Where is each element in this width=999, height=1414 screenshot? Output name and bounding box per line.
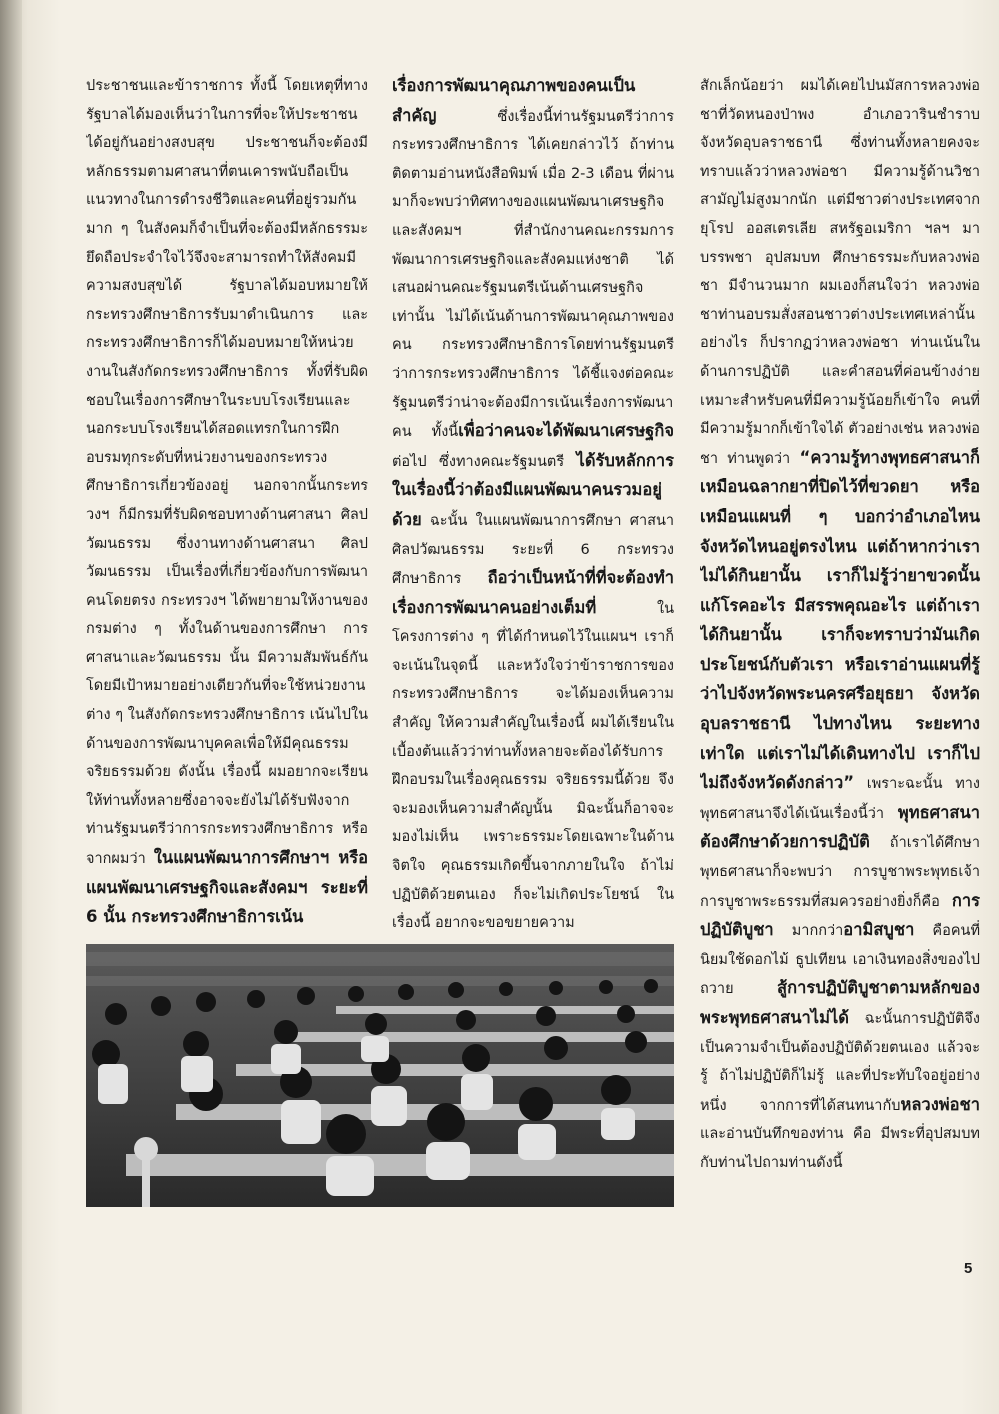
col3-seg-11: หลวงพ่อชา [900, 1094, 980, 1114]
col1-seg-0: ประชาชนและข้าราชการ ทั้งนี้ โดยเหตุที่ทางรัฐบาลได้มองเห็นว่าในการที่จะให้ประชาชนได้อยู่กันอย่างสงบสุข ประชาชนก็จะต้องมีหลักธรรมตามศาสนาที่ตนเคารพนับถือเป็นแนวทางในการดำรงชีวิตและคนที่อยู่รวมกันมาก ๆ ในสังคมก็จำเป็นที่จะต้องมีหลักธรรมะยึดถือประจำใจไว้จึงจะสามารถทำให้สังคมมีความสงบสุขได้ รัฐบาลได้มอบหมายให้กระทรวงศึกษาธิการรับมาดำเนินการ และกระทรวงศึกษาธิการก็ได้มอบหมายให้หน่วยงานในสังกัดกระทรวงศึกษาธิการ ทั้งที่รับผิดชอบในเรื่องการศึกษาในระบบโรงเรียนและนอกระบบโรงเรียนได้สอดแทรกในการฝึกอบรมทุกระดับที่หน่วยงานของกระทรวงศึกษาธิการเกี่ยวข้องอยู่ นอกจากนั้นกระทรวงฯ ก็มีกรมที่รับผิดชอบทางด้านศาสนา ศิลปวัฒนธรรม ซึ่งงานทางด้านศาสนา ศิลป วัฒนธรรม เป็นเรื่องที่เกี่ยวข้องกับการพัฒนาคนโดยตรง กระทรวงฯ ได้พยายามให้งานของกรมต่าง ๆ ทั้งในด้านของการศึกษา การศาสนาและวัฒนธรรม นั้น มีความสัมพันธ์กันโดยมีเป้าหมายอย่างเดียวกันที่จะใช้หน่วยงานต่าง ๆ ในสังกัดกระทรวงศึกษาธิการ เน้นไปในด้านของการพัฒนาบุคคลเพื่อให้มีคุณธรรม จริยธรรมด้วย ดังนั้น เรื่องนี้ ผมอยากจะเรียนให้ท่านทั้งหลายซึ่งอาจจะยังไม่ได้รับฟังจากท่านรัฐมนตรีว่าการกระทรวงศึกษาธิการ หรือจากผมว่า [86, 78, 368, 868]
binding-edge [0, 0, 22, 1414]
col3-seg-3: พุทธศาสนาต้องศึกษาด้วยการปฏิบัติ [700, 802, 980, 852]
text-column-2 [392, 72, 674, 942]
col3-seg-2: เพราะฉะนั้น ทางพุทธศาสนาจึงได้เน้นเรื่องนี้ว่า [700, 776, 980, 822]
column-1-paragraph [86, 72, 368, 933]
col2-seg-5: ฉะนั้น ในแผนพัฒนาการศึกษา ศาสนา ศิลปวัฒนธรรม ระยะที่ 6 กระทรวงศึกษาธิการ [392, 512, 674, 588]
col3-seg-4: ถ้าเราได้ศึกษาพุทธศาสนาก็จะพบว่า การบูชาพระพุทธเจ้า การบูชาพระธรรมที่สมควรอย่างยิ่งก็คือ [700, 835, 980, 910]
col3-seg-9: สู้การปฏิบัติบูชาตามหลักของพระพุทธศาสนาไม่ได้ [700, 978, 980, 1027]
training-session-photo [86, 944, 674, 1207]
column-3-paragraph [700, 72, 980, 1178]
col2-seg-1: ซึ่งเรื่องนี้ท่านรัฐมนตรีว่าการกระทรวงศึกษาธิการ ได้เคยกล่าวไว้ ถ้าท่านติดตามอ่านหนังสือพิมพ์ เมื่อ 2-3 เดือน ที่ผ่านมาก็จะพบว่าทิศทางของแผนพัฒนาเศรษฐกิจและสังคมฯ ที่สำนักงานคณะกรรมการพัฒนาการเศรษฐกิจและสังคมแห่งชาติ ได้เสนอผ่านคณะรัฐมนตรีเน้นด้านเศรษฐกิจเท่านั้น ไม่ได้เน้นด้านการพัฒนาคุณภาพของคน กระทรวงศึกษาธิการโดยท่านรัฐมนตรีว่าการกระทรวงศึกษาธิการ ได้ชี้แจงต่อคณะรัฐมนตรีว่าน่าจะต้องมีการเน้นเรื่องการพัฒนาคน ทั้งนี้ [392, 108, 674, 441]
col3-seg-6: มากกว่า [773, 923, 844, 940]
col2-seg-4: ได้รับหลักการในเรื่องนี้ว่าต้องมีแผนพัฒนาคนรวมอยู่ด้วย [392, 450, 674, 529]
col2-seg-6: ถือว่าเป็นหน้าที่ที่จะต้องทำเรื่องการพัฒนาคนอย่างเต็มที่ [392, 568, 674, 617]
col3-seg-0: สักเล็กน้อยว่า ผมได้เคยไปนมัสการหลวงพ่อชาที่วัดหนองป่าพง อำเภอวารินชำราบ จังหวัดอุบลราชธานี ซึ่งท่านทั้งหลายคงจะทราบแล้วว่าหลวงพ่อชา มีความรู้ด้านวิชาสามัญไม่สูงมากนัก แต่มีชาวต่างประเทศจากยุโรป ออสเตรเลีย สหรัฐอเมริกา ฯลฯ มาบรรพชา อุปสมบท ศึกษาธรรมะกับหลวงพ่อชา มีจำนวนมาก ผมเองก็สนใจว่า หลวงพ่อชาท่านอบรมสั่งสอนชาวต่างประเทศเหล่านั้นอย่างไร ก็ปรากฏว่าหลวงพ่อชา ท่านเน้นในด้านการปฏิบัติ และคำสอนที่ค่อนข้างง่ายเหมาะสำหรับคนที่มีความรู้น้อยก็เข้าใจ คนที่มีความรู้มากก็เข้าใจได้ ตัวอย่างเช่น หลวงพ่อชา ท่านพูดว่า [700, 78, 980, 467]
col3-seg-8: คือคนที่นิยมใช้ดอกไม้ ธูปเทียน เอาเงินทองสิ่งของไปถวาย [700, 923, 980, 998]
col3-seg-1: “ความรู้ทางพุทธศาสนาก็เหมือนฉลากยาที่ปิดไว้ที่ขวดยา หรือเหมือนแผนที่ ๆ บอกว่าอำเภอไหน จังหวัดไหนอยู่ตรงไหน แต่ถ้าหากว่าเราไม่ได้กินยานั้น เราก็ไม่รู้ว่ายาขวดนั้นแก้โรคอะไร มีสรรพคุณอะไร แต่ถ้าเราได้กินยานั้น เราก็จะทราบว่ามันเกิดประโยชน์กับตัวเรา หรือเราอ่านแผนที่รู้ว่าไปจังหวัดพระนครศรีอยุธยา จังหวัดอุบลราชธานี ไปทางไหน ระยะทางเท่าใด แต่เราไม่ได้เดินทางไป เราก็ไปไม่ถึงจังหวัดดังกล่าว” [700, 447, 980, 793]
column-2-paragraph [392, 72, 674, 938]
text-column-1 [86, 72, 368, 942]
page-number: 5 [964, 1260, 973, 1277]
col2-seg-3: ต่อไป ซึ่งทางคณะรัฐมนตรี [392, 453, 577, 470]
col3-seg-10: ฉะนั้นการปฏิบัติจึงเป็นความจำเป็นต้องปฏิบัติด้วยตนเอง แล้วจะรู้ ถ้าไม่ปฏิบัติก็ไม่รู้ และที่ประทับใจอยู่อย่างหนึ่ง จากการที่ได้สนทนากับ [700, 1011, 980, 1114]
col2-seg-0: เรื่องการพัฒนาคุณภาพของคนเป็นสำคัญ [392, 76, 636, 125]
col3-seg-12: และอ่านบันทึกของท่าน คือ มีพระที่อุปสมบทกับท่านไปถามท่านดังนี้ [700, 1126, 980, 1171]
classroom-scene [86, 944, 674, 1207]
text-column-3 [700, 72, 980, 1222]
col3-seg-5: การปฏิบัติบูชา [700, 890, 980, 940]
col1-seg-1: ในแผนพัฒนาการศึกษาฯ หรือแผนพัฒนาเศรษฐกิจและสังคมฯ ระยะที่ 6 นั้น กระทรวงศึกษาธิการเน้น [86, 848, 368, 927]
col2-seg-7: ในโครงการต่าง ๆ ที่ได้กำหนดไว้ในแผนฯ เราก็จะเน้นในจุดนี้ และหวังใจว่าข้าราชการของกระทรวงศึกษาธิการ จะได้มองเห็นความสำคัญ ให้ความสำคัญในเรื่องนี้ ผมได้เรียนในเบื้องต้นแล้วว่าท่านทั้งหลายจะต้องได้รับการฝึกอบรมในเรื่องคุณธรรม จริยธรรมนี้ด้วย จึงจะมองเห็นความสำคัญนั้น มิฉะนั้นก็อาจจะมองไม่เห็น เพราะธรรมะโดยเฉพาะในด้านจิตใจ คุณธรรมเกิดขึ้นจากภายในใจ ถ้าไม่ปฏิบัติด้วยตนเอง ก็จะไม่เกิดประโยชน์ ในเรื่องนี้ อยากจะขอขยายความ [392, 600, 674, 932]
col3-seg-7: อามิสบูชา [843, 920, 915, 940]
col2-seg-2: เพื่อว่าคนจะได้พัฒนาเศรษฐกิจ [458, 421, 674, 441]
